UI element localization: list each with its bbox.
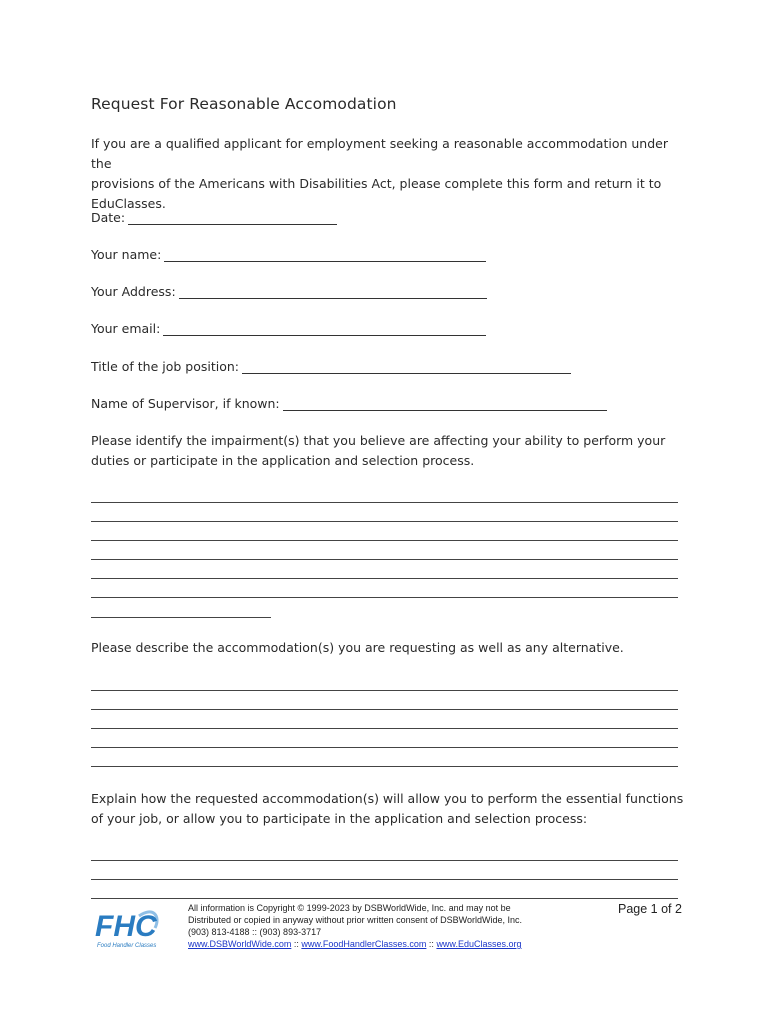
footer-links (188, 938, 522, 950)
fhc-logo-graphic (95, 906, 163, 952)
answer-line[interactable] (91, 690, 678, 691)
intro-line: provisions of the Americans with Disabilities Act, please complete this form and return it to (91, 176, 662, 191)
copyright-line: Distributed or copied in anyway without prior written consent of DSBWorldWide, Inc. (188, 915, 522, 925)
name-label: Your name: (91, 247, 162, 262)
answer-line[interactable] (91, 728, 678, 729)
email-field[interactable] (91, 321, 486, 336)
name-field[interactable] (91, 247, 486, 262)
svg-text:FHC: FHC (95, 910, 157, 943)
answer-line[interactable] (91, 709, 678, 710)
footer-copyright (188, 902, 522, 950)
answer-line[interactable] (91, 502, 678, 503)
question-line: Explain how the requested accommodation(s) will allow you to perform the essential functions (91, 791, 684, 806)
email-label: Your email: (91, 321, 161, 336)
svg-text:Food Handler Classes: Food Handler Classes (97, 943, 157, 949)
explain-question (91, 789, 691, 829)
answer-line[interactable] (91, 860, 678, 861)
answer-line[interactable] (91, 879, 678, 880)
supervisor-label: Name of Supervisor, if known: (91, 396, 280, 411)
job-title-line[interactable] (242, 359, 571, 374)
link-separator: :: (291, 939, 302, 949)
impairment-question (91, 431, 691, 471)
job-title-field[interactable] (91, 359, 571, 374)
foodhandlerclasses-link[interactable]: www.FoodHandlerClasses.com (301, 939, 427, 949)
address-field[interactable] (91, 284, 487, 299)
question-line: Please identify the impairment(s) that you believe are affecting your ability to perform your (91, 433, 666, 448)
link-separator: :: (426, 939, 437, 949)
supervisor-field[interactable] (91, 396, 607, 411)
phone-numbers: (903) 813-4188 :: (903) 893-3717 (188, 927, 322, 937)
accommodation-question (91, 638, 691, 658)
answer-line[interactable] (91, 521, 678, 522)
answer-line[interactable] (91, 898, 678, 899)
answer-line[interactable] (91, 540, 678, 541)
job-title-label: Title of the job position: (91, 359, 240, 374)
address-label: Your Address: (91, 284, 176, 299)
educlasses-link[interactable]: www.EduClasses.org (436, 939, 522, 949)
page-number: Page 1 of 2 (618, 902, 682, 916)
date-field[interactable] (91, 210, 337, 225)
name-line[interactable] (164, 247, 486, 262)
intro-paragraph (91, 134, 691, 214)
intro-line: EduClasses. (91, 196, 166, 211)
question-line: Please describe the accommodation(s) you are requesting as well as any alternative. (91, 640, 624, 655)
answer-line[interactable] (91, 617, 271, 618)
date-label: Date: (91, 210, 126, 225)
address-line[interactable] (179, 284, 487, 299)
answer-line[interactable] (91, 597, 678, 598)
question-line: of your job, or allow you to participate in the application and selection process: (91, 811, 588, 826)
supervisor-line[interactable] (283, 396, 607, 411)
question-line: duties or participate in the application and selection process. (91, 453, 475, 468)
copyright-line: All information is Copyright © 1999-2023 by DSBWorldWide, Inc. and may not be (188, 903, 511, 913)
answer-line[interactable] (91, 766, 678, 767)
intro-line: If you are a qualified applicant for employment seeking a reasonable accommodation under the (91, 136, 668, 171)
fhc-logo (95, 906, 163, 952)
answer-line[interactable] (91, 747, 678, 748)
email-line[interactable] (163, 321, 486, 336)
answer-line[interactable] (91, 559, 678, 560)
answer-line[interactable] (91, 578, 678, 579)
dsbworldwide-link[interactable]: www.DSBWorldWide.com (188, 939, 292, 949)
date-line[interactable] (128, 210, 337, 225)
form-title: Request For Reasonable Accomodation (91, 95, 397, 113)
